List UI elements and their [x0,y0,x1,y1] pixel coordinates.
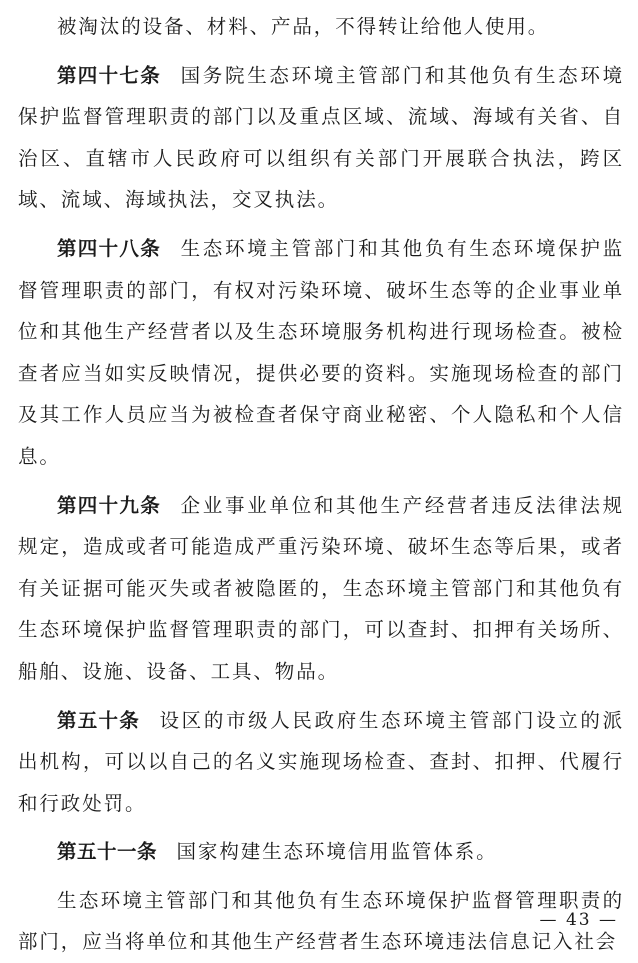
article-text: 国家构建生态环境信用监管体系。 [176,840,498,864]
article-number: 第五十一条 [57,840,158,864]
article-51-paragraph-2 [18,880,624,963]
article-number: 第四十八条 [57,236,162,260]
article-48 [18,228,624,478]
paragraph-text: 被淘汰的设备、材料、产品，不得转让给他人使用。 [57,15,550,38]
article-number: 第五十条 [57,708,141,732]
article-47 [18,55,624,221]
article-number: 第四十七条 [57,63,162,87]
article-51 [18,831,624,873]
article-text: 企业事业单位和其他生产经营者违反法律法规规定，造成或者可能造成严重污染环境、破坏生态等后果，或者有关证据可能灭失或者被隐匿的，生态环境主管部门和其他负有生态环境保护监督管理职责的部门，可以查封、扣押有关场所、船舶、设施、设备、工具、物品。 [18,493,624,683]
document-body [18,6,624,963]
article-number: 第四十九条 [57,493,162,517]
article-text: 国务院生态环境主管部门和其他负有生态环境保护监督管理职责的部门以及重点区域、流域、海域有关省、自治区、直辖市人民政府可以组织有关部门开展联合执法，跨区域、流域、海域执法，交叉执法。 [18,63,624,212]
page-number: — 43 — [539,910,618,930]
paragraph-text: 生态环境主管部门和其他负有生态环境保护监督管理职责的部门，应当将单位和其他生产经营者生态环境违法信息记入社会 [18,888,624,954]
paragraph-continuation [18,6,624,48]
article-text: 生态环境主管部门和其他负有生态环境保护监督管理职责的部门，有权对污染环境、破坏生态等的企业事业单位和其他生产经营者以及生态环境服务机构进行现场检查。被检查者应当如实反映情况，提供必要的资料。实施现场检查的部门及其工作人员应当为被检查者保守商业秘密、个人隐私和个人信息。 [18,236,624,468]
article-49 [18,485,624,693]
article-50 [18,700,624,825]
article-text: 设区的市级人民政府生态环境主管部门设立的派出机构，可以以自己的名义实施现场检查、查封、扣押、代履行和行政处罚。 [18,708,624,815]
